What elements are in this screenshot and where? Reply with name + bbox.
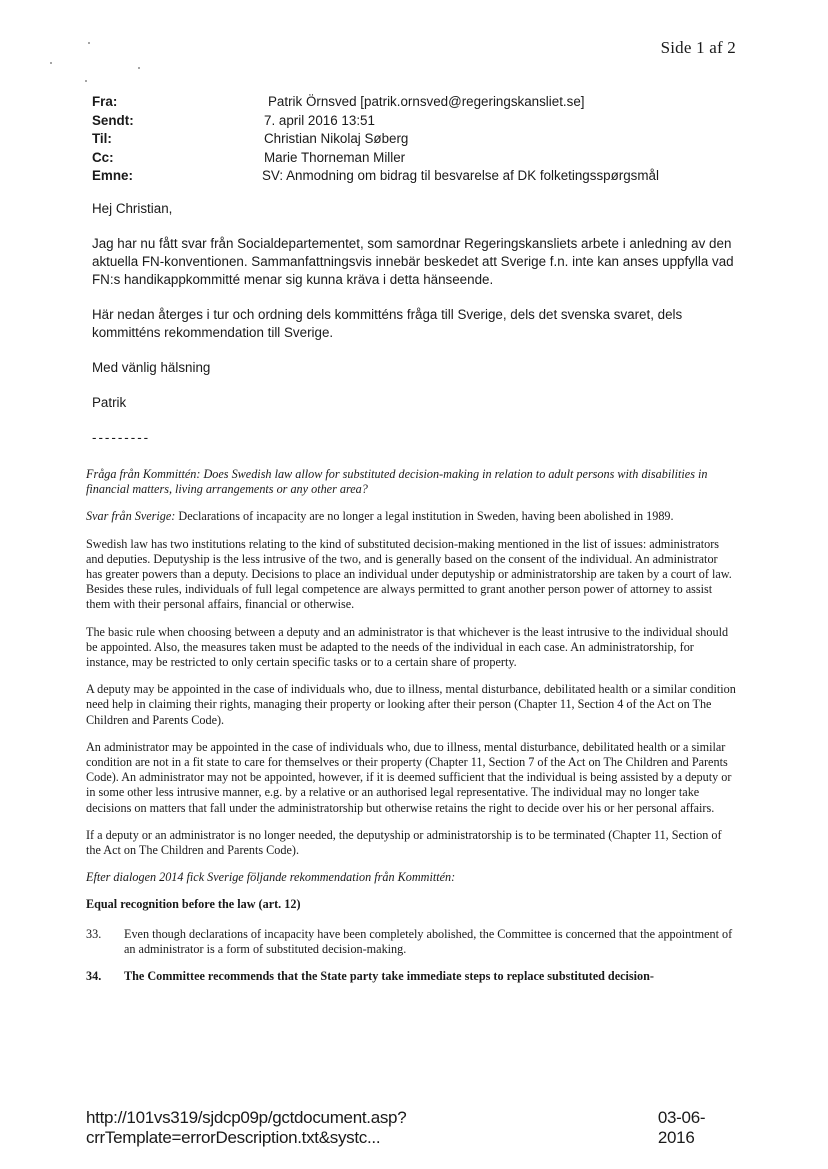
document-paragraph: A deputy may be appointed in the case of individuals who, due to illness, mental disturbance, debilitated health or a similar condition need help in claiming their rights, managing their property or looking after their person (Chapter 11, Section 4 of the Act on The Children and Parents Code).: [86, 682, 736, 727]
message-paragraph: Jag har nu fått svar från Socialdepartementet, som samordnar Regeringskansliets arbete i anledning av den aktuella FN-konventionen. Sammanfattningsvis innebär beskedet att Sverige f.n. inte kan anses uppfylla vad FN:s handikappkommitté menar sig kunna kräva i detta hänseende.: [92, 236, 734, 287]
document-paragraph: An administrator may be appointed in the case of individuals who, due to illness, mental disturbance, debilitated health or a similar condition are not in a fit state to care for themselves or their property (Chapter 11, Section 7 of the Act on The Children and Parents Code). An administrator may not be appointed, however, if it is deemed sufficient that the individual is being assisted by a deputy or in some other less intrusive manner, e.g. by a relative or an authorised legal representative. The individual may no longer take decisions on matters that fall under the administratorship but otherwise retains the right to decide over his or her personal affairs.: [86, 739, 732, 815]
sent-label: Sendt:: [92, 112, 134, 128]
cc-label: Cc:: [92, 149, 114, 165]
header-row-to: [92, 130, 772, 149]
subject-value: SV: Anmodning om bidrag til besvarelse af DK folketingsspørgsmål: [262, 168, 659, 183]
header-row-subject: [92, 167, 772, 186]
item-number: 34.: [86, 969, 102, 984]
answer-text: Declarations of incapacity are no longer a legal institution in Sweden, having been abolished in 1989.: [175, 509, 674, 524]
from-value: Patrik Örnsved [patrik.ornsved@regeringskansliet.se]: [268, 94, 585, 109]
numbered-item: [86, 969, 736, 984]
from-label: Fra:: [92, 94, 118, 109]
question-label: Fråga från Kommittén:: [86, 467, 201, 481]
separator-line: ---------: [92, 430, 151, 445]
item-text: Even though declarations of incapacity have been completely abolished, the Committee is concerned that the appointment of an administrator is a form of substituted decision-making.: [124, 926, 733, 956]
greeting: Hej Christian,: [92, 201, 173, 216]
item-number: 33.: [86, 926, 102, 941]
header-row-cc: [92, 149, 772, 168]
sweden-answer: [86, 509, 736, 524]
message-paragraph: Här nedan återges i tur och ordning dels kommitténs fråga till Sverige, dels det svenska svaret, dels kommitténs rekommendation till Sverige.: [92, 307, 683, 340]
page-number: Side 1 af 2: [660, 38, 736, 57]
document-paragraph: Swedish law has two institutions relating to the kind of substituted decision-making mentioned in the list of issues: administrators and deputies. Deputyship is the less intrusive of the two, and is generally based on the consent of the individual. An administrator has greater powers than a deputy. Decisions to place an individual under deputyship or administratorship are taken by a court of law. Besides these rules, individuals of full legal competence are always permitted to grant another person power of attorney to assist them with their personal affairs, financial or otherwise.: [86, 536, 732, 612]
header-row-sent: [92, 112, 772, 131]
to-value: Christian Nikolaj Søberg: [264, 131, 409, 146]
footer-date: 03-06-2016: [657, 1108, 706, 1147]
scan-speck: [85, 80, 87, 82]
sent-value: 7. april 2016 13:51: [264, 112, 375, 128]
quoted-document: [86, 467, 736, 996]
email-header: [92, 93, 772, 186]
committee-question: [86, 467, 736, 497]
footer-url: http://101vs319/sjdcp09p/gctdocument.asp?crrTemplate=errorDescription.txt&systc...: [86, 1108, 407, 1147]
closing: Med vänlig hälsning: [92, 360, 211, 375]
subject-label: Emne:: [92, 168, 133, 183]
scan-speck: [88, 42, 90, 44]
cc-value: Marie Thorneman Miller: [264, 149, 406, 165]
scan-speck: [138, 67, 140, 69]
recommendation-lead: Efter dialogen 2014 fick Sverige följande rekommendation från Kommittén:: [86, 870, 456, 885]
to-label: Til:: [92, 131, 112, 146]
scan-speck: [50, 62, 52, 64]
numbered-item: [86, 927, 736, 957]
email-message: [92, 200, 742, 447]
signature: Patrik: [92, 395, 127, 410]
print-footer: [86, 1108, 736, 1148]
header-row-from: [92, 93, 772, 112]
section-heading: Equal recognition before the law (art. 12): [86, 897, 301, 912]
document-paragraph: The basic rule when choosing between a deputy and an administrator is that whichever is the least intrusive to the individual should be appointed. Also, the measures taken must be adapted to the needs of the individual in each case. An administratorship, for instance, may be restricted to only certain specific tasks or to a certain share of property.: [86, 624, 729, 670]
question-text: Does Swedish law allow for substituted decision-making in relation to adult persons with disabilities in financial matters, living arrangements or any other area?: [86, 467, 708, 497]
document-paragraph: If a deputy or an administrator is no longer needed, the deputyship or administratorship is to be terminated (Chapter 11, Section of the Act on The Children and Parents Code).: [86, 827, 722, 858]
answer-label: Svar från Sverige:: [86, 509, 176, 524]
item-text: The Committee recommends that the State party take immediate steps to replace substituted decision-: [124, 969, 654, 984]
